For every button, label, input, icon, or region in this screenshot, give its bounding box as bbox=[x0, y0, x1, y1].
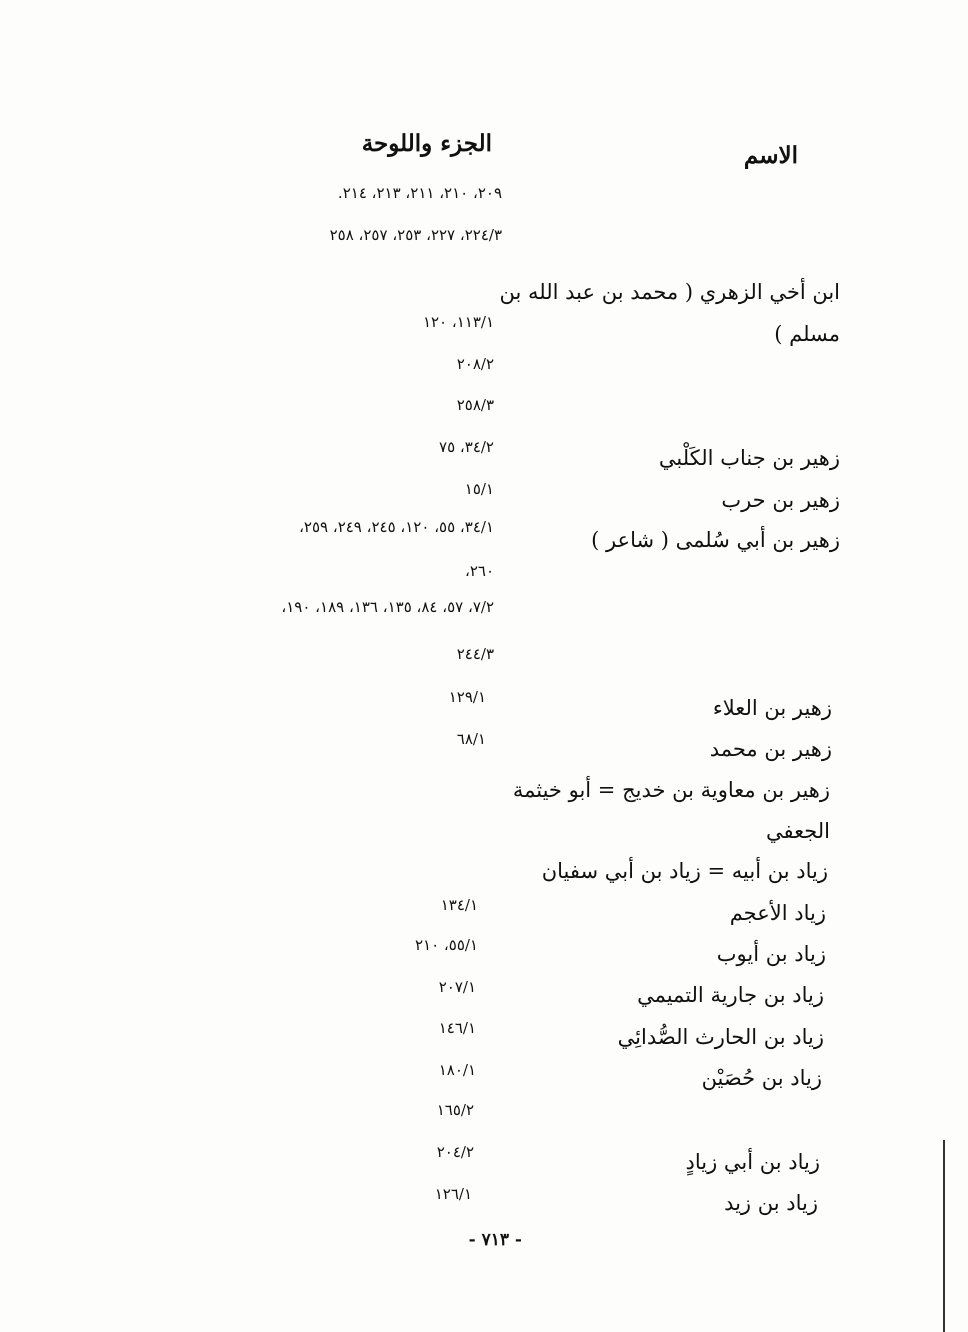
entry-name: زهير بن محمد bbox=[709, 737, 832, 761]
entry-name-continued: الجعفي bbox=[765, 819, 830, 843]
ref-line: ١٣٤/١ bbox=[440, 896, 478, 914]
page-number: - ٧١٣ - bbox=[468, 1230, 522, 1250]
entry-name: زياد بن أبي زيادٍ bbox=[685, 1150, 820, 1174]
ref-line: ١٢٩/١ bbox=[448, 688, 486, 706]
ref-line: ٢٦٠، bbox=[464, 562, 494, 580]
ref-line: ٧/٢، ٥٧، ٨٤، ١٣٥، ١٣٦، ١٨٩، ١٩٠، bbox=[281, 598, 494, 616]
ref-line: ٢٤٤/٣ bbox=[456, 645, 494, 663]
entry-name: زهير بن أبي سُلمى ( شاعر ) bbox=[591, 528, 840, 552]
entry-name: زياد الأعجم bbox=[729, 901, 826, 925]
ref-line: ٢٠٨/٢ bbox=[456, 355, 494, 373]
entry-name: زهير بن العلاء bbox=[712, 696, 832, 720]
ref-line: ١٨٠/١ bbox=[438, 1061, 476, 1079]
ref-line: ٣٤/٢، ٧٥ bbox=[439, 438, 494, 456]
ref-line: ٢٥٨/٣ bbox=[456, 396, 494, 414]
entry-name-continued: مسلم ) bbox=[774, 322, 840, 346]
entry-name: ابن أخي الزهري ( محمد بن عبد الله بن bbox=[499, 280, 840, 304]
entry-name: زياد بن الحارث الصُّدائِي bbox=[617, 1025, 824, 1049]
entry-name: زياد بن أيوب bbox=[716, 942, 826, 966]
header-name: الاسم bbox=[743, 142, 798, 169]
ref-line: ١٦٥/٢ bbox=[436, 1101, 474, 1119]
ref-line: ٥٥/١، ٢١٠ bbox=[414, 936, 478, 954]
ref-line: ١٤٦/١ bbox=[438, 1019, 476, 1037]
entry-name: زهير بن حرب bbox=[721, 488, 840, 512]
ref-line: ١١٣/١، ١٢٠ bbox=[422, 313, 494, 331]
header-volume-page: الجزء واللوحة bbox=[361, 130, 492, 157]
ref-line: ٢٢٤/٣، ٢٢٧، ٢٥٣، ٢٥٧، ٢٥٨ bbox=[329, 226, 502, 244]
entry-name: زهير بن جناب الكَلْبي bbox=[658, 446, 840, 470]
ref-line: ٦٨/١ bbox=[456, 730, 486, 748]
entry-name: زياد بن جارية التميمي bbox=[637, 983, 824, 1007]
ref-line: ١٢٦/١ bbox=[434, 1185, 472, 1203]
entry-name: زياد بن أبيه = زياد بن أبي سفيان bbox=[541, 859, 828, 883]
entry-name: زياد بن حُصَيْن bbox=[701, 1066, 822, 1090]
entry-name: زهير بن معاوية بن خديج = أبو خيثمة bbox=[512, 778, 830, 802]
ref-line: ٢٠٧/١ bbox=[438, 978, 476, 996]
ref-line: ٢٠٩، ٢١٠، ٢١١، ٢١٣، ٢١٤. bbox=[337, 184, 502, 202]
ref-line: ٣٤/١، ٥٥، ١٢٠، ٢٤٥، ٢٤٩، ٢٥٩، bbox=[299, 518, 494, 536]
ref-line: ١٥/١ bbox=[464, 480, 494, 498]
ref-line: ٢٠٤/٢ bbox=[436, 1143, 474, 1161]
scan-edge-line bbox=[943, 1140, 945, 1332]
entry-name: زياد بن زيد bbox=[724, 1191, 818, 1215]
